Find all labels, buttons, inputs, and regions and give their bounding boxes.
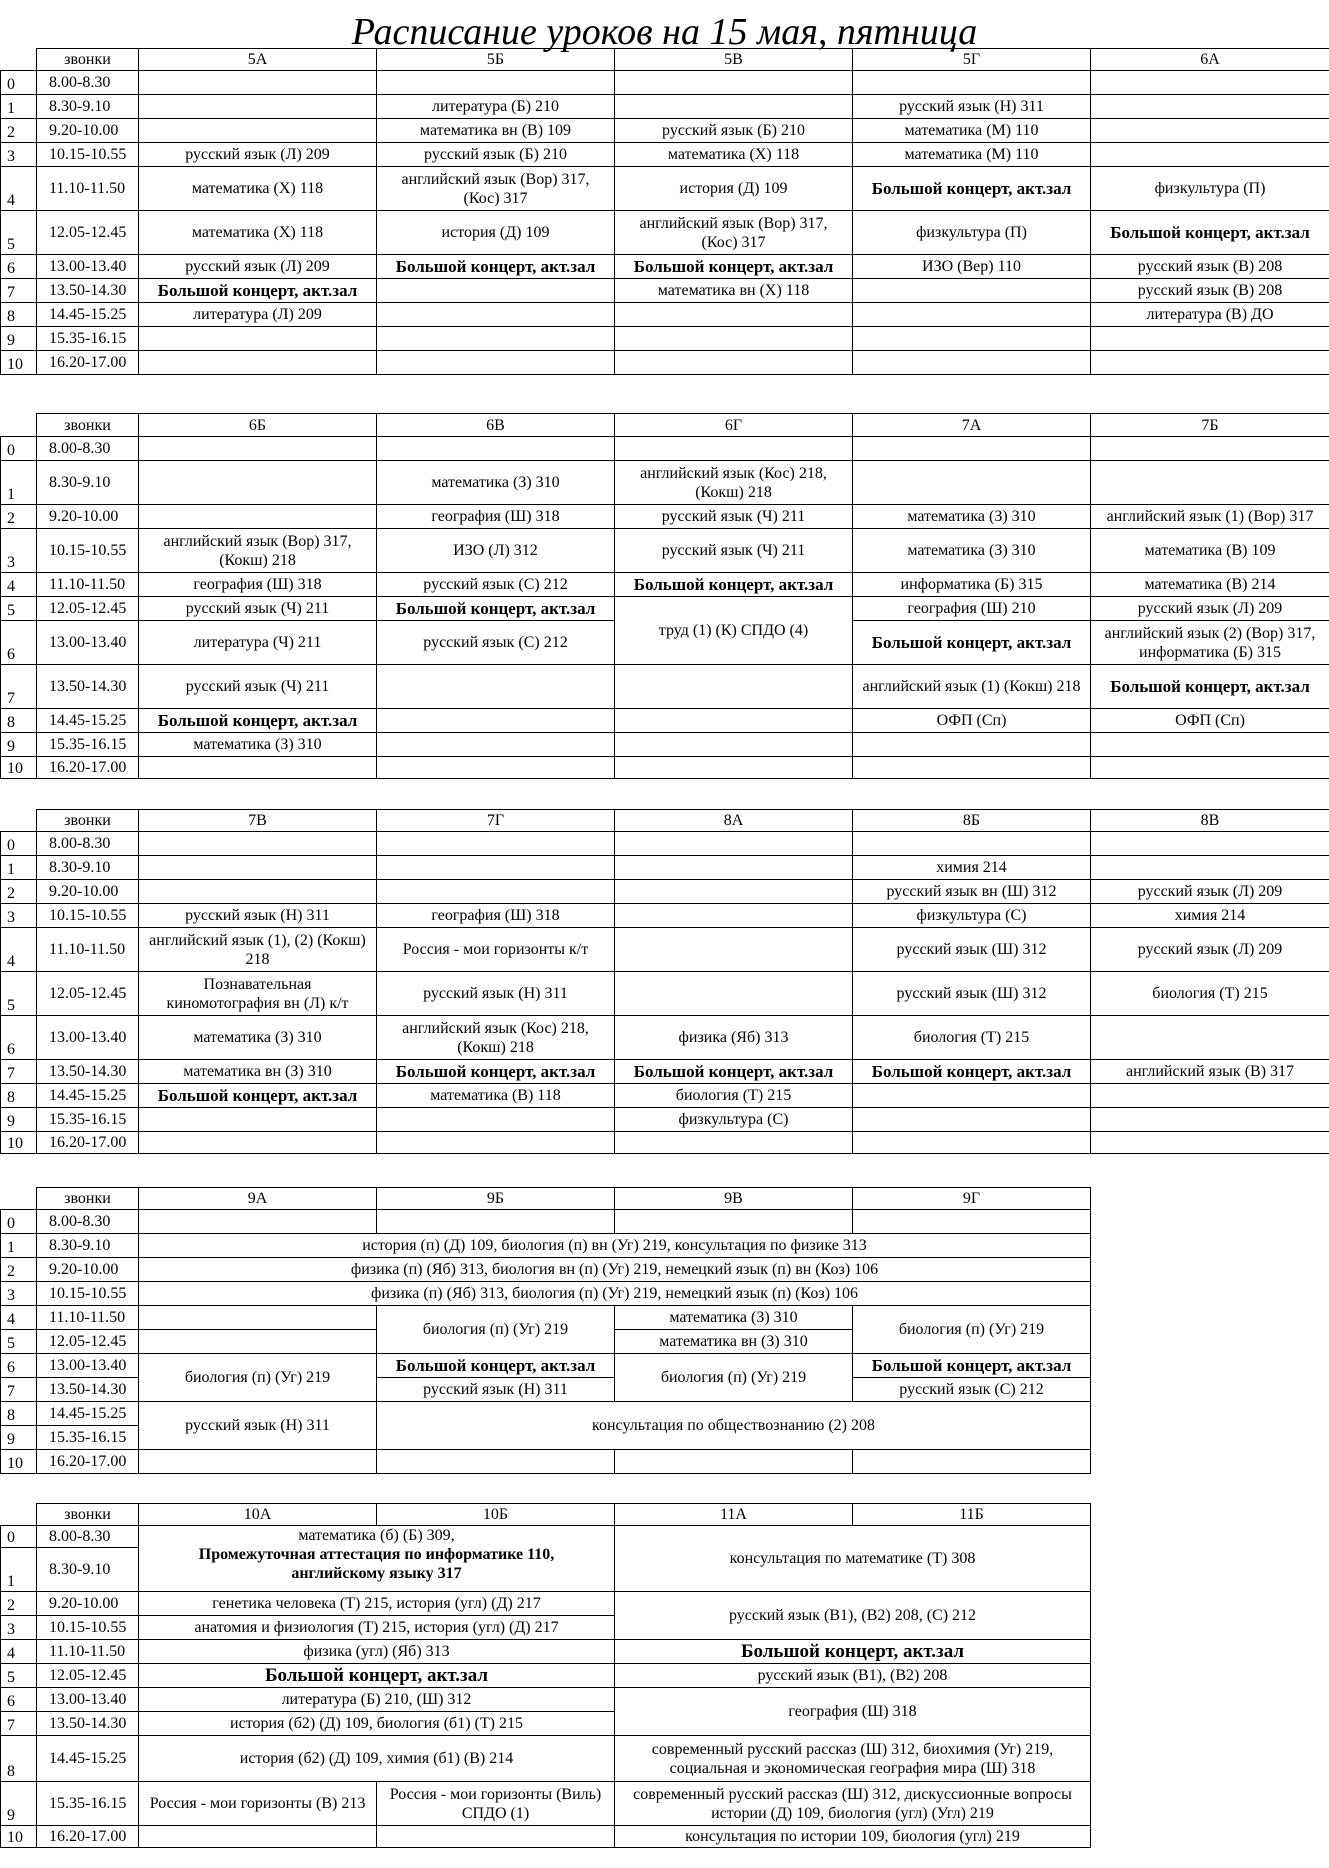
lesson-cell: русский язык (Л) 209	[1091, 928, 1329, 972]
bell-time: 11.10-11.50	[37, 573, 139, 597]
class-header: 11А	[615, 1504, 853, 1526]
lesson-cell: математика (З) 310	[377, 461, 615, 505]
class-header: 7В	[139, 810, 377, 832]
lesson-number: 6	[1, 621, 37, 665]
class-header: 10А	[139, 1504, 377, 1526]
lesson-cell: география (Ш) 318	[615, 1688, 1091, 1736]
lesson-number: 8	[1, 709, 37, 733]
lesson-number: 1	[1, 856, 37, 880]
concert-cell: Большой концерт, акт.зал	[377, 255, 615, 279]
concert-cell: Большой концерт, акт.зал	[139, 279, 377, 303]
lesson-cell: русский язык (С) 212	[377, 621, 615, 665]
lesson-number: 10	[1, 1132, 37, 1154]
lesson-cell: английский язык (Вор) 317, (Кос) 317	[377, 167, 615, 211]
bell-time: 13.00-13.40	[37, 1016, 139, 1060]
lesson-cell: русский язык (Н) 311	[853, 95, 1091, 119]
concert-cell: Большой концерт, акт.зал	[1091, 665, 1329, 709]
lesson-number: 10	[1, 351, 37, 375]
lesson-number: 5	[1, 597, 37, 621]
lesson-cell: генетика человека (Т) 215, история (угл) (Д) 217	[139, 1592, 615, 1616]
lesson-number: 5	[1, 972, 37, 1016]
bell-time: 14.45-15.25	[37, 1084, 139, 1108]
class-header: 5В	[615, 49, 853, 71]
lesson-cell: ОФП (Сп)	[1091, 709, 1329, 733]
bell-time: 10.15-10.55	[37, 529, 139, 573]
bell-time: 14.45-15.25	[37, 709, 139, 733]
bells-header: звонки	[37, 1188, 139, 1210]
lesson-cell: русский язык (Ш) 312	[853, 928, 1091, 972]
lesson-cell: математика вн (Х) 118	[615, 279, 853, 303]
class-header: 5Г	[853, 49, 1091, 71]
lesson-cell: математика (З) 310	[853, 505, 1091, 529]
lesson-cell: консультация по математике (Т) 308	[615, 1526, 1091, 1592]
bell-time: 13.50-14.30	[37, 1060, 139, 1084]
bell-time: 11.10-11.50	[37, 1640, 139, 1664]
bell-time: 12.05-12.45	[37, 972, 139, 1016]
lesson-number: 6	[1, 1688, 37, 1712]
bell-time: 14.45-15.25	[37, 1736, 139, 1782]
bell-time: 8.30-9.10	[37, 95, 139, 119]
lesson-cell: математика (З) 310	[139, 1016, 377, 1060]
class-header: 8А	[615, 810, 853, 832]
bell-time: 10.15-10.55	[37, 1282, 139, 1306]
lesson-cell: биология (Т) 215	[615, 1084, 853, 1108]
lesson-cell: английский язык (1), (2) (Кокш) 218	[139, 928, 377, 972]
bell-time: 8.00-8.30	[37, 1210, 139, 1234]
lesson-cell: современный русский рассказ (Ш) 312, биохимия (Уг) 219, социальная и экономическая география мира (Ш) 318	[615, 1736, 1091, 1782]
concert-cell: Большой концерт, акт.зал	[853, 1060, 1091, 1084]
lesson-cell: география (Ш) 318	[377, 904, 615, 928]
concert-cell: Большой концерт, акт.зал	[853, 167, 1091, 211]
bell-time: 9.20-10.00	[37, 880, 139, 904]
class-header: 7Г	[377, 810, 615, 832]
bell-time: 12.05-12.45	[37, 1330, 139, 1354]
lesson-cell: математика (З) 310	[139, 733, 377, 757]
bell-time: 8.30-9.10	[37, 856, 139, 880]
lesson-cell: русский язык (В) 208	[1091, 255, 1329, 279]
lesson-cell: биология (п) (Уг) 219	[377, 1306, 615, 1354]
bell-time: 10.15-10.55	[37, 904, 139, 928]
bell-time: 13.50-14.30	[37, 279, 139, 303]
bell-time: 8.00-8.30	[37, 71, 139, 95]
bell-time: 11.10-11.50	[37, 928, 139, 972]
class-header: 5А	[139, 49, 377, 71]
bell-time: 9.20-10.00	[37, 1592, 139, 1616]
lesson-number: 5	[1, 1330, 37, 1354]
concert-cell: Большой концерт, акт.зал	[615, 1060, 853, 1084]
lesson-number: 7	[1, 1060, 37, 1084]
lesson-number: 4	[1, 167, 37, 211]
lesson-cell: русский язык (В1), (В2) 208	[615, 1664, 1091, 1688]
lesson-cell: русский язык (Ч) 211	[139, 665, 377, 709]
lesson-number: 2	[1, 505, 37, 529]
lesson-cell: история (б2) (Д) 109, химия (б1) (В) 214	[139, 1736, 615, 1782]
lesson-cell: литература (Б) 210, (Ш) 312	[139, 1688, 615, 1712]
lesson-cell: русский язык (С) 212	[377, 573, 615, 597]
bell-time: 12.05-12.45	[37, 211, 139, 255]
concert-cell: Большой концерт, акт.зал	[377, 1354, 615, 1378]
lesson-number: 8	[1, 1402, 37, 1426]
lesson-number: 4	[1, 1306, 37, 1330]
lesson-number: 4	[1, 573, 37, 597]
lesson-cell: информатика (Б) 315	[853, 573, 1091, 597]
concert-cell: Большой концерт, акт.зал	[139, 1084, 377, 1108]
lesson-cell: биология (п) (Уг) 219	[139, 1354, 377, 1402]
concert-cell: Большой концерт, акт.зал	[615, 255, 853, 279]
bells-header: звонки	[37, 49, 139, 71]
lesson-cell: литература (В) ДО	[1091, 303, 1329, 327]
bells-header: звонки	[37, 810, 139, 832]
lesson-cell: русский язык (Н) 311	[377, 972, 615, 1016]
lesson-cell: физкультура (С)	[853, 904, 1091, 928]
lesson-cell: математика (В) 109	[1091, 529, 1329, 573]
lesson-number: 5	[1, 1664, 37, 1688]
lesson-cell: английский язык (В) 317	[1091, 1060, 1329, 1084]
lesson-number: 4	[1, 928, 37, 972]
lesson-cell: русский язык вн (Ш) 312	[853, 880, 1091, 904]
lesson-cell: химия 214	[1091, 904, 1329, 928]
schedule-block-5a-6a	[0, 48, 1329, 375]
class-header: 10Б	[377, 1504, 615, 1526]
lesson-cell: физкультура (С)	[615, 1108, 853, 1132]
bell-time: 16.20-17.00	[37, 757, 139, 779]
lesson-cell: физкультура (П)	[853, 211, 1091, 255]
class-header: 9Б	[377, 1188, 615, 1210]
bell-time: 16.20-17.00	[37, 1132, 139, 1154]
lesson-number: 0	[1, 1210, 37, 1234]
lesson-number: 8	[1, 1736, 37, 1782]
lesson-cell: консультация по обществознанию (2) 208	[377, 1402, 1091, 1450]
lesson-cell: русский язык (Н) 311	[377, 1378, 615, 1402]
schedule-block-6b-7b	[0, 413, 1329, 779]
lesson-number: 7	[1, 665, 37, 709]
lesson-number: 7	[1, 1712, 37, 1736]
bell-time: 16.20-17.00	[37, 1826, 139, 1848]
lesson-cell: физкультура (П)	[1091, 167, 1329, 211]
lesson-cell: английский язык (Кос) 218, (Кокш) 218	[615, 461, 853, 505]
bell-time: 16.20-17.00	[37, 351, 139, 375]
class-header: 6В	[377, 414, 615, 437]
lesson-cell: Россия - мои горизонты к/т	[377, 928, 615, 972]
class-header: 5Б	[377, 49, 615, 71]
bell-time: 15.35-16.15	[37, 1108, 139, 1132]
lesson-cell: история (б2) (Д) 109, биология (б1) (Т) 215	[139, 1712, 615, 1736]
lesson-cell: история (Д) 109	[615, 167, 853, 211]
bell-time: 15.35-16.15	[37, 327, 139, 351]
bell-time: 16.20-17.00	[37, 1450, 139, 1474]
bell-time: 9.20-10.00	[37, 505, 139, 529]
lesson-cell: математика (В) 118	[377, 1084, 615, 1108]
lesson-cell: математика вн (З) 310	[139, 1060, 377, 1084]
lesson-number: 7	[1, 279, 37, 303]
lesson-cell: история (п) (Д) 109, биология (п) вн (Уг) 219, консультация по физике 313	[139, 1234, 1091, 1258]
bell-time: 10.15-10.55	[37, 143, 139, 167]
lesson-cell: русский язык (Н) 311	[139, 904, 377, 928]
bell-time: 11.10-11.50	[37, 167, 139, 211]
class-header: 8Б	[853, 810, 1091, 832]
bells-header: звонки	[37, 1504, 139, 1526]
schedule-block-10-11	[0, 1503, 1091, 1848]
lesson-cell: математика (В) 214	[1091, 573, 1329, 597]
lesson-cell: ОФП (Сп)	[853, 709, 1091, 733]
lesson-number: 2	[1, 880, 37, 904]
lesson-number: 10	[1, 1826, 37, 1848]
lesson-cell: география (Ш) 318	[377, 505, 615, 529]
lesson-cell: английский язык (Вор) 317, (Кос) 317	[615, 211, 853, 255]
bell-time: 13.00-13.40	[37, 1354, 139, 1378]
lesson-cell: литература (Л) 209	[139, 303, 377, 327]
lesson-cell: английский язык (1) (Кокш) 218	[853, 665, 1091, 709]
lesson-number: 2	[1, 119, 37, 143]
lesson-number: 6	[1, 255, 37, 279]
lesson-cell: физика (угл) (Яб) 313	[139, 1640, 615, 1664]
bell-time: 8.00-8.30	[37, 1526, 139, 1548]
lesson-number: 0	[1, 437, 37, 461]
lesson-cell: русский язык (Л) 209	[1091, 597, 1329, 621]
lesson-cell: английский язык (1) (Вор) 317	[1091, 505, 1329, 529]
lesson-number: 10	[1, 757, 37, 779]
lesson-number: 0	[1, 1526, 37, 1548]
bell-time: 8.30-9.10	[37, 1234, 139, 1258]
lesson-number: 1	[1, 461, 37, 505]
lesson-cell: математика вн (В) 109	[377, 119, 615, 143]
lesson-number: 4	[1, 1640, 37, 1664]
bell-time: 13.50-14.30	[37, 1712, 139, 1736]
class-header: 9Г	[853, 1188, 1091, 1210]
lesson-cell: Россия - мои горизонты (Виль) СПДО (1)	[377, 1782, 615, 1826]
lesson-cell: физика (п) (Яб) 313, биология вн (п) (Уг) 219, немецкий язык (п) вн (Коз) 106	[139, 1258, 1091, 1282]
lesson-number: 8	[1, 1084, 37, 1108]
lesson-cell: русский язык (Л) 209	[139, 143, 377, 167]
lesson-number: 2	[1, 1258, 37, 1282]
lesson-number: 9	[1, 733, 37, 757]
bell-time: 14.45-15.25	[37, 303, 139, 327]
lesson-cell: литература (Ч) 211	[139, 621, 377, 665]
lesson-cell: география (Ш) 318	[139, 573, 377, 597]
lesson-cell: математика (Х) 118	[139, 211, 377, 255]
lesson-cell: русский язык (Л) 209	[139, 255, 377, 279]
lesson-number: 3	[1, 1616, 37, 1640]
class-header: 6Б	[139, 414, 377, 437]
lesson-cell: русский язык (В) 208	[1091, 279, 1329, 303]
lesson-cell: биология (п) (Уг) 219	[853, 1306, 1091, 1354]
concert-cell: Большой концерт, акт.зал	[377, 597, 615, 621]
lesson-cell: русский язык (Ч) 211	[139, 597, 377, 621]
lesson-cell: математика вн (З) 310	[615, 1330, 853, 1354]
bell-time: 12.05-12.45	[37, 1664, 139, 1688]
lesson-number: 3	[1, 904, 37, 928]
concert-cell: Большой концерт, акт.зал	[377, 1060, 615, 1084]
lesson-cell: математика (б) (Б) 309, Промежуточная аттестация по информатике 110, английскому языку 317	[139, 1526, 615, 1592]
lesson-cell: русский язык (С) 212	[853, 1378, 1091, 1402]
bell-time: 13.00-13.40	[37, 1688, 139, 1712]
lesson-cell: русский язык (Л) 209	[1091, 880, 1329, 904]
bell-time: 13.50-14.30	[37, 665, 139, 709]
schedule-block-9	[0, 1187, 1091, 1474]
lesson-cell: русский язык (Б) 210	[615, 119, 853, 143]
lesson-number: 6	[1, 1016, 37, 1060]
lesson-cell: английский язык (2) (Вор) 317, информатика (Б) 315	[1091, 621, 1329, 665]
bell-time: 13.00-13.40	[37, 621, 139, 665]
bell-time: 8.00-8.30	[37, 437, 139, 461]
lesson-number: 5	[1, 211, 37, 255]
lesson-cell: Россия - мои горизонты (В) 213	[139, 1782, 377, 1826]
bells-header: звонки	[37, 414, 139, 437]
concert-cell: Большой концерт, акт.зал	[139, 709, 377, 733]
bell-time: 11.10-11.50	[37, 1306, 139, 1330]
lesson-cell: русский язык (Ч) 211	[615, 529, 853, 573]
lesson-cell: математика (З) 310	[615, 1306, 853, 1330]
class-header: 8В	[1091, 810, 1329, 832]
lesson-cell: биология (Т) 215	[1091, 972, 1329, 1016]
concert-cell: Большой концерт, акт.зал	[139, 1664, 615, 1688]
lesson-cell: математика (З) 310	[853, 529, 1091, 573]
lesson-cell: консультация по истории 109, биология (угл) 219	[615, 1826, 1091, 1848]
schedule-block-7v-8v	[0, 809, 1329, 1154]
lesson-number: 9	[1, 1108, 37, 1132]
lesson-cell: ИЗО (Л) 312	[377, 529, 615, 573]
lesson-cell: история (Д) 109	[377, 211, 615, 255]
class-header: 9А	[139, 1188, 377, 1210]
lesson-cell: математика (М) 110	[853, 143, 1091, 167]
bell-time: 13.50-14.30	[37, 1378, 139, 1402]
bell-time: 15.35-16.15	[37, 1426, 139, 1450]
lesson-number: 3	[1, 1282, 37, 1306]
lesson-number: 9	[1, 327, 37, 351]
lesson-cell: современный русский рассказ (Ш) 312, дискуссионные вопросы истории (Д) 109, биология (угл) (Угл) 219	[615, 1782, 1091, 1826]
class-header: 7Б	[1091, 414, 1329, 437]
lesson-cell: математика (Х) 118	[139, 167, 377, 211]
bell-time: 14.45-15.25	[37, 1402, 139, 1426]
lesson-cell: русский язык (В1), (В2) 208, (С) 212	[615, 1592, 1091, 1640]
lesson-number: 10	[1, 1450, 37, 1474]
bell-time: 15.35-16.15	[37, 1782, 139, 1826]
lesson-number: 1	[1, 1234, 37, 1258]
lesson-cell: труд (1) (К) СПДО (4)	[615, 597, 853, 665]
page-title: Расписание уроков на 15 мая, пятница	[351, 11, 978, 53]
concert-cell: Большой концерт, акт.зал	[615, 573, 853, 597]
lesson-cell: Познавательная киномотография вн (Л) к/т	[139, 972, 377, 1016]
lesson-cell: математика (Х) 118	[615, 143, 853, 167]
lesson-number: 1	[1, 1548, 37, 1592]
lesson-cell: биология (п) (Уг) 219	[615, 1354, 853, 1402]
lesson-cell: биология (Т) 215	[853, 1016, 1091, 1060]
lesson-number: 8	[1, 303, 37, 327]
lesson-cell: английский язык (Вор) 317, (Кокш) 218	[139, 529, 377, 573]
bell-time: 13.00-13.40	[37, 255, 139, 279]
lesson-cell: русский язык (Ч) 211	[615, 505, 853, 529]
lesson-number: 9	[1, 1426, 37, 1450]
bell-time: 9.20-10.00	[37, 119, 139, 143]
bell-time: 8.30-9.10	[37, 461, 139, 505]
bell-time: 8.30-9.10	[37, 1548, 139, 1592]
lesson-cell: русский язык (Б) 210	[377, 143, 615, 167]
lesson-cell: английский язык (Кос) 218, (Кокш) 218	[377, 1016, 615, 1060]
lesson-number: 3	[1, 529, 37, 573]
class-header: 11Б	[853, 1504, 1091, 1526]
bell-time: 15.35-16.15	[37, 733, 139, 757]
lesson-cell: русский язык (Ш) 312	[853, 972, 1091, 1016]
class-header: 6Г	[615, 414, 853, 437]
bell-time: 9.20-10.00	[37, 1258, 139, 1282]
concert-cell: Большой концерт, акт.зал	[615, 1640, 1091, 1664]
lesson-number: 7	[1, 1378, 37, 1402]
concert-cell: Большой концерт, акт.зал	[1091, 211, 1329, 255]
lesson-cell: физика (Яб) 313	[615, 1016, 853, 1060]
lesson-number: 6	[1, 1354, 37, 1378]
class-header: 9В	[615, 1188, 853, 1210]
concert-cell: Большой концерт, акт.зал	[853, 621, 1091, 665]
lesson-number: 3	[1, 143, 37, 167]
lesson-cell: анатомия и физиология (Т) 215, история (угл) (Д) 217	[139, 1616, 615, 1640]
lesson-number: 0	[1, 71, 37, 95]
bell-time: 10.15-10.55	[37, 1616, 139, 1640]
bell-time: 8.00-8.30	[37, 832, 139, 856]
concert-cell: Большой концерт, акт.зал	[853, 1354, 1091, 1378]
lesson-cell: химия 214	[853, 856, 1091, 880]
lesson-number: 9	[1, 1782, 37, 1826]
lesson-cell: ИЗО (Вер) 110	[853, 255, 1091, 279]
lesson-cell: русский язык (Н) 311	[139, 1402, 377, 1450]
lesson-number: 2	[1, 1592, 37, 1616]
lesson-number: 1	[1, 95, 37, 119]
class-header: 6А	[1091, 49, 1329, 71]
lesson-cell: математика (М) 110	[853, 119, 1091, 143]
bell-time: 12.05-12.45	[37, 597, 139, 621]
lesson-cell: литература (Б) 210	[377, 95, 615, 119]
lesson-number: 0	[1, 832, 37, 856]
lesson-cell: география (Ш) 210	[853, 597, 1091, 621]
lesson-cell: физика (п) (Яб) 313, биология (п) (Уг) 219, немецкий язык (п) (Коз) 106	[139, 1282, 1091, 1306]
class-header: 7А	[853, 414, 1091, 437]
